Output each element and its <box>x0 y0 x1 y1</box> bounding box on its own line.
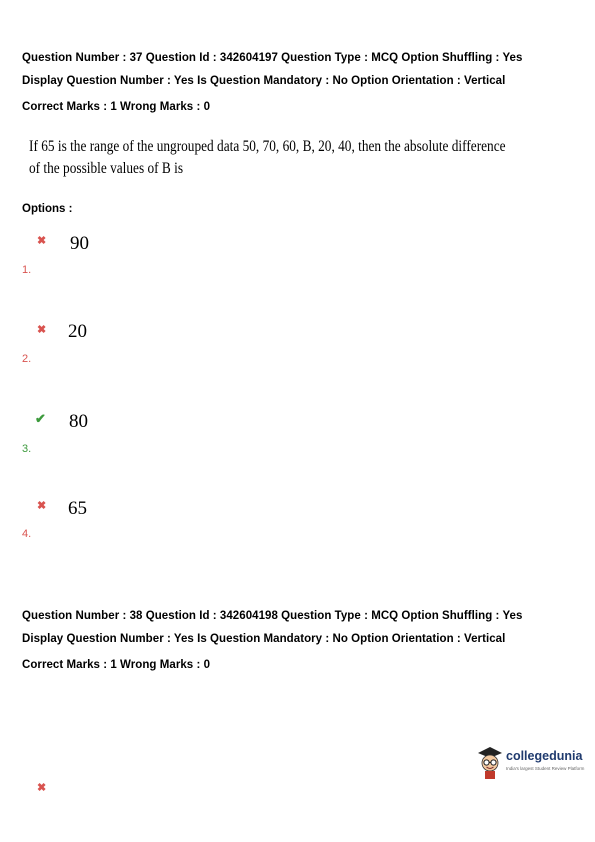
options-label: Options : <box>22 203 73 215</box>
cross-icon: ✖ <box>37 782 47 794</box>
option-value: 65 <box>68 498 87 519</box>
option-value: 80 <box>69 411 88 432</box>
q37-meta-line2: Display Question Number : Yes Is Question Mandatory : No Option Orientation : Vertical <box>22 75 506 87</box>
option-number: 1. <box>22 264 32 276</box>
collegedunia-logo <box>476 744 586 782</box>
cross-icon: ✖ <box>37 235 47 247</box>
cross-icon: ✖ <box>37 500 47 512</box>
q37-text-line1: If 65 is the range of the ungrouped data 50, 70, 60, B, 20, 40, then the absolute difference <box>29 138 506 155</box>
q37-meta-line3: Correct Marks : 1 Wrong Marks : 0 <box>22 101 211 113</box>
q38-meta-line3: Correct Marks : 1 Wrong Marks : 0 <box>22 659 211 671</box>
cross-icon: ✖ <box>37 324 47 336</box>
option-number: 4. <box>22 528 32 540</box>
option-number: 2. <box>22 353 32 365</box>
q37-meta-line1: Question Number : 37 Question Id : 342604197 Question Type : MCQ Option Shuffling : Yes <box>22 52 523 64</box>
check-icon: ✔ <box>35 411 46 426</box>
option-value: 20 <box>68 321 87 342</box>
option-value: 90 <box>70 233 89 254</box>
q38-meta-line1: Question Number : 38 Question Id : 342604198 Question Type : MCQ Option Shuffling : Yes <box>22 610 523 622</box>
brand-name: collegedunia <box>506 749 583 763</box>
student-mascot-icon <box>476 744 504 780</box>
q37-text-line2: of the possible values of B is <box>29 160 184 177</box>
brand-tagline: India's largest Student Review Platform <box>506 766 585 771</box>
option-number: 3. <box>22 443 32 455</box>
q38-meta-line2: Display Question Number : Yes Is Question Mandatory : No Option Orientation : Vertical <box>22 633 506 645</box>
